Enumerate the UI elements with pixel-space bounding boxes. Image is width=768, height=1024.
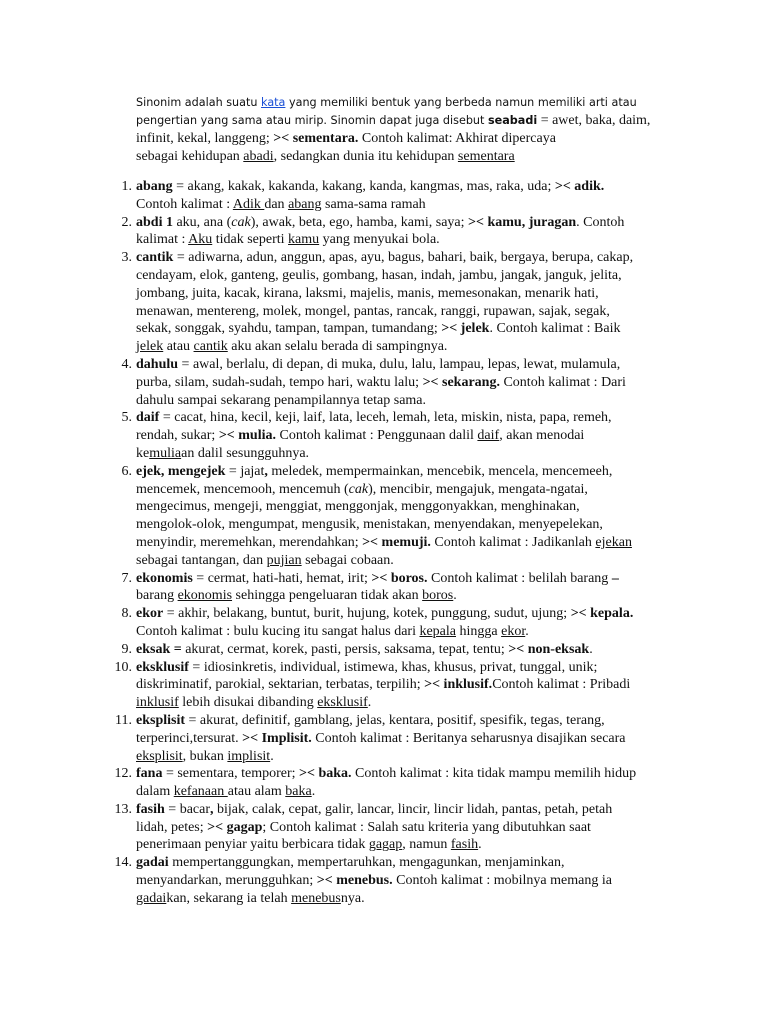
list-item: 11. eksplisit = akurat, definitif, gamblang, jelas, kentara, positif, spesifik, tegas, terang, terperinci,tersurat. >< Implisit. Contoh kalimat : Beritanya seharusnya disajikan secara eksplisit, bukan implisit.: [115, 712, 626, 764]
list-item: 14. gadai mempertanggungkan, mempertaruhkan, mengagunkan, menjaminkan, menyandarkan, merungguhkan; >< menebus. Contoh kalimat : mobilnya memang ia gadaikan, sekarang ia telah menebusnya.: [114, 855, 612, 906]
intro-paragraph: [136, 94, 678, 166]
kata-link[interactable]: kata: [261, 96, 286, 109]
list-item: 4. dahulu = awal, berlalu, di depan, di muka, dulu, lalu, lampau, lepas, lewat, mulamula, purba, silam, sudah-sudah, tempo hari, waktu lalu; >< sekarang. Contoh kalimat : Dari dahulu sampai sekarang penampilannya tetap sama.: [121, 356, 626, 408]
list-item: 5. daif = cacat, hina, kecil, keji, laif, lata, leceh, lemah, leta, miskin, nista, papa, remeh, rendah, sukar; >< mulia. Contoh kalimat : Penggunaan dalil daif, akan menodai kemuliaan dalil sesungguhnya.: [121, 410, 612, 461]
list-item: 3. cantik = adiwarna, adun, anggun, apas, ayu, bagus, bahari, baik, bergaya, berupa, cakap, cendayam, elok, ganteng, geulis, gombang, hasan, indah, jambu, jangak, janguk, jelita, jombang, juita, kacak, kirana, laksmi, majelis, manis, memesonakan, menarik hati, menawan, mentereng, molek, mongel, pantas, rancak, ranggi, rupawan, sajak, segak, sekak, songgak, syahdu, tampan, tampan, tumandang; >< jelek. Contoh kalimat : Baik jelek atau cantik aku akan selalu berada di sampingnya.: [121, 250, 634, 355]
intro-line: Sinonim adalah suatu kata yang memiliki bentuk yang berbeda namun memiliki arti atau: [136, 96, 637, 109]
synonym-list: [114, 178, 678, 908]
list-item: 9. eksak = akurat, cermat, korek, pasti, persis, saksama, tepat, tentu; >< non-eksak.: [121, 641, 593, 657]
list-item: 1. abang = akang, kakak, kakanda, kakang, kanda, kangmas, mas, raka, uda; >< adik. Contoh kalimat : Adik dan abang sama-sama ramah: [121, 179, 605, 212]
list-item: 7. ekonomis = cermat, hati-hati, hemat, irit; >< boros. Contoh kalimat : belilah barang – barang ekonomis sehingga pengeluaran tidak akan boros.: [121, 570, 619, 604]
list-item: 2. abdi 1 aku, ana (cak), awak, beta, ego, hamba, kami, saya; >< kamu, juragan. Contoh kalimat : Aku tidak seperti kamu yang menyukai bola.: [121, 214, 625, 248]
list-item: 10. eksklusif = idiosinkretis, individual, istimewa, khas, khusus, privat, tunggal, unik; diskriminatif, parokial, sektarian, terbatas, terpilih; >< inklusif.Contoh kalimat : Pribadi inklusif lebih disukai dibanding eksklusif.: [114, 659, 631, 711]
list-item: 6. ejek, mengejek = jajat, meledek, mempermainkan, mencebik, mencela, mencemeeh, mencemek, mencemooh, mencemuh (cak), mencibir, mengajuk, mengata-ngatai, mengecimus, mengeji, menggiat, menggonjak, menggonyakkan, menghinakan, mengolok-olok, mengumpat, mengusik, menistakan, menyendakan, menyepelekan, menyindir, meremehkan, merendahkan; >< memuji. Contoh kalimat : Jadikanlah ejekan sebagai tantangan, dan pujian sebagai cobaan.: [121, 463, 632, 568]
intro-line: pengertian yang sama atau mirip. Sinomin dapat juga disebut seabadi = awet, baka, daim,: [136, 113, 651, 128]
list-item: 13. fasih = bacar, bijak, calak, cepat, galir, lancar, lincir, lincir lidah, pantas, petah, petah lidah, petes; >< gagap; Contoh kalimat : Salah satu kriteria yang dibutuhkan saat penerimaan penyiar yaitu berbicara tidak gagap, namun fasih.: [114, 801, 613, 853]
intro-line: sebagai kehidupan abadi, sedangkan dunia itu kehidupan sementara: [136, 149, 515, 164]
list-item: 12. fana = sementara, temporer; >< baka. Contoh kalimat : kita tidak mampu memilih hidup dalam kefanaan atau alam baka.: [114, 766, 637, 800]
intro-line: infinit, kekal, langgeng; >< sementara. Contoh kalimat: Akhirat dipercaya: [136, 131, 556, 146]
list-item: 8. ekor = akhir, belakang, buntut, burit, hujung, kotek, punggung, sudut, ujung; >< kepala. Contoh kalimat : bulu kucing itu sangat halus dari kepala hingga ekor.: [121, 606, 634, 639]
